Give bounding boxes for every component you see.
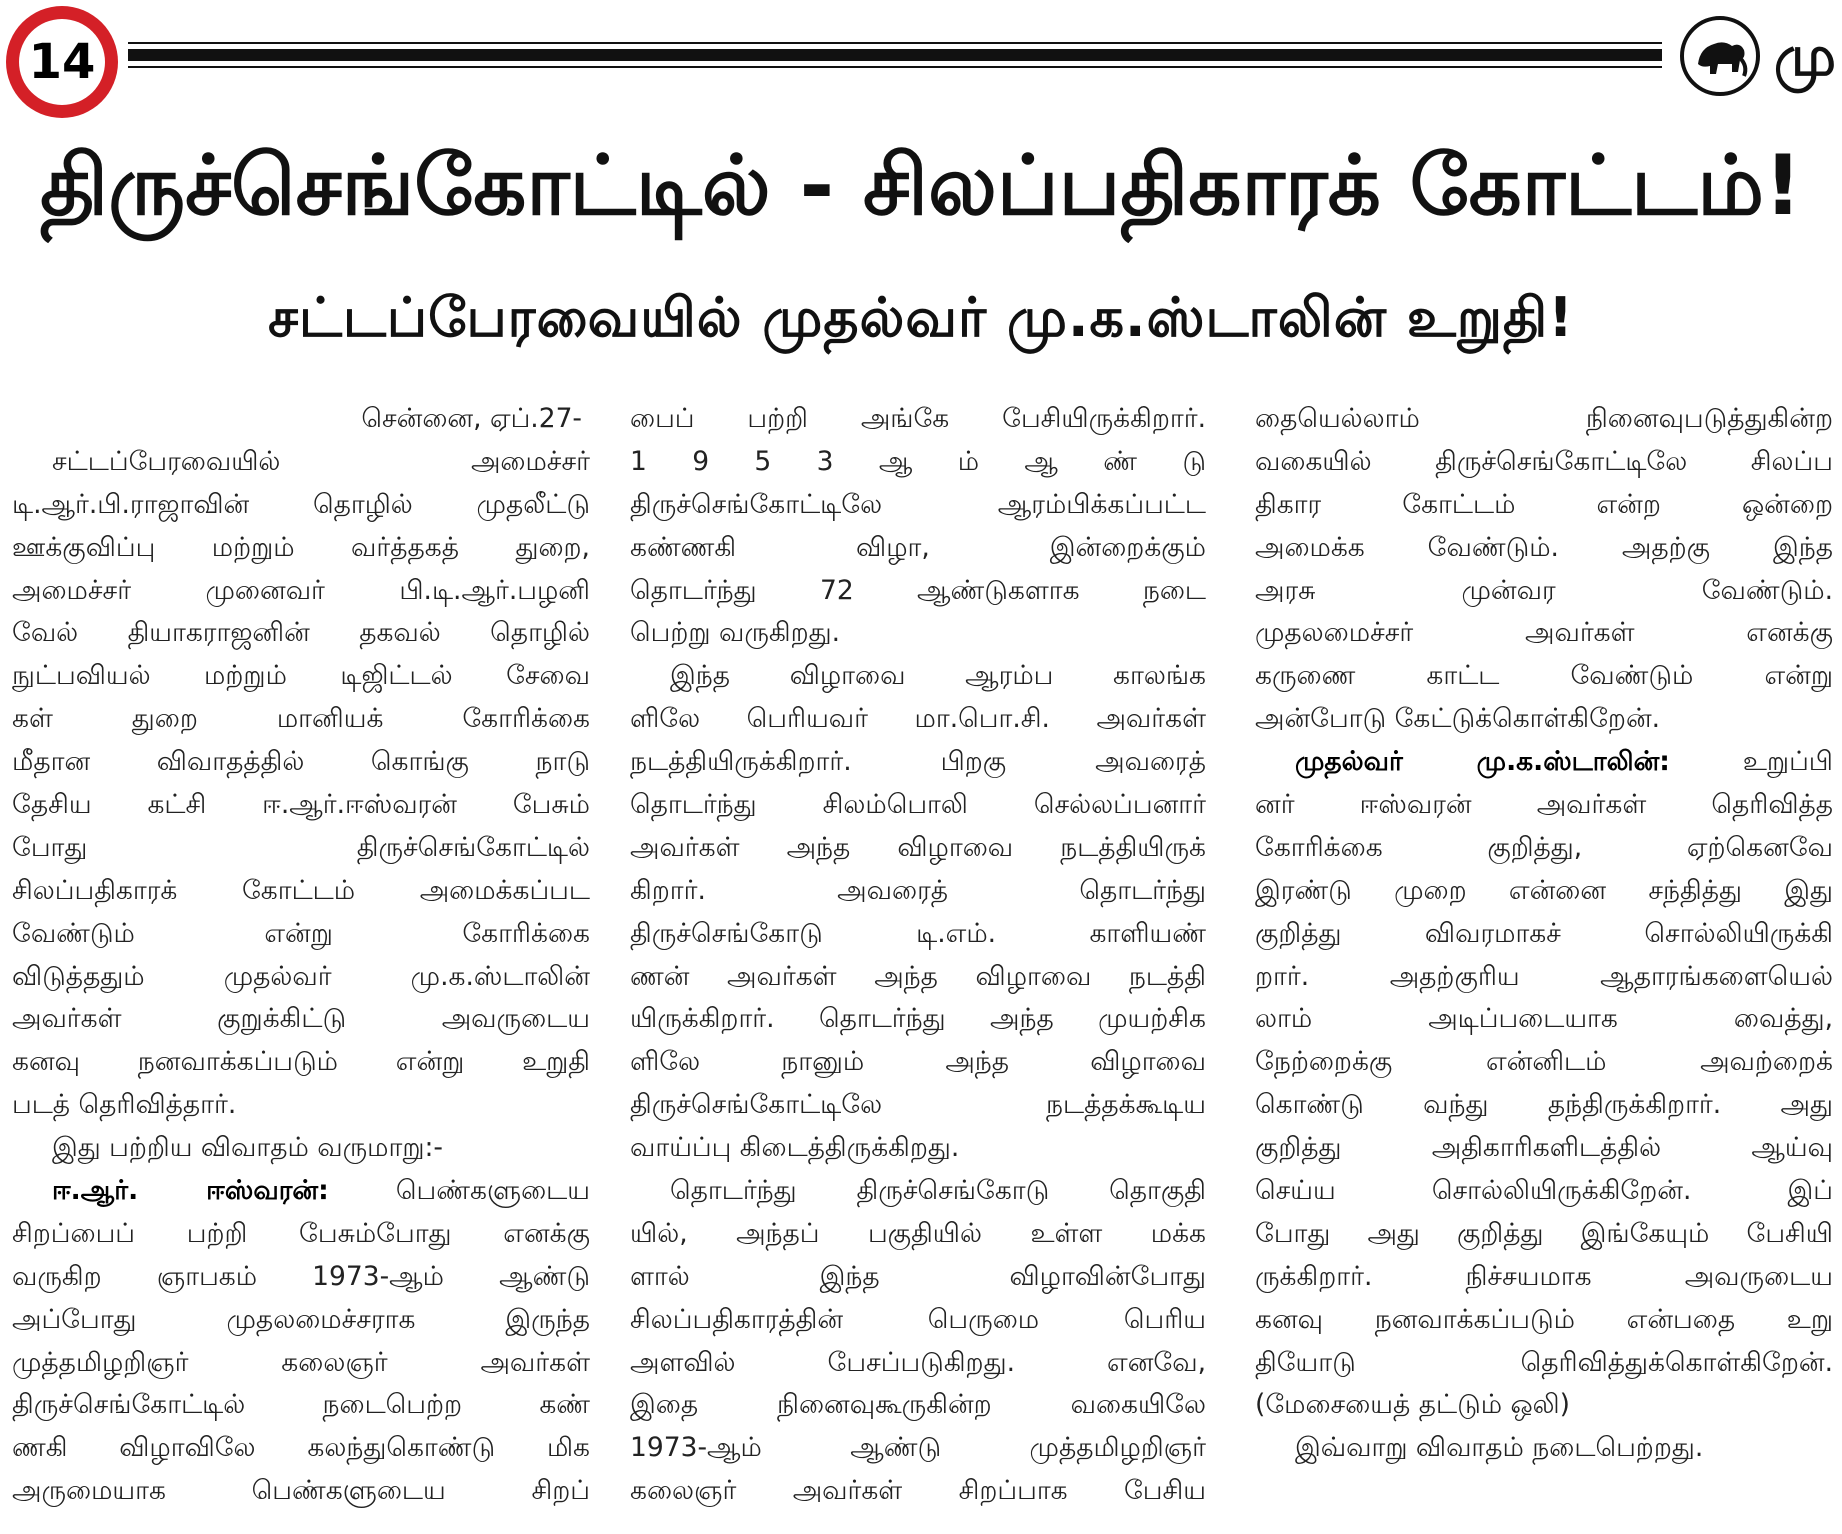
masthead-title-fragment: மு	[1773, 24, 1836, 89]
text-line: தொடர்ந்து சிலம்பொலி செல்லப்பனார்	[630, 789, 1206, 821]
text-line: வேண்டும் என்று கோரிக்கை	[12, 917, 590, 949]
text-line: குறித்து விவரமாகச் சொல்லியிருக்கி	[1255, 917, 1833, 949]
text-line: கனவு நனவாக்கப்படும் என்பதை உறு	[1255, 1303, 1833, 1335]
text-line: வகையில் திருச்செங்கோட்டிலே சிலப்ப	[1255, 445, 1833, 477]
article-column-1	[12, 398, 590, 1513]
text-line: திருச்செங்கோட்டிலே ஆரம்பிக்கப்பட்ட	[630, 488, 1206, 520]
text-line: பைப் பற்றி அங்கே பேசியிருக்கிறார்.	[630, 403, 1206, 434]
text-line: நேற்றைக்கு என்னிடம் அவற்றைக்	[1255, 1046, 1833, 1078]
text-line: பெற்று வருகிறது.	[630, 617, 841, 649]
text-line: கலைஞர் அவர்கள் சிறப்பாக பேசிய	[630, 1475, 1206, 1507]
text-line: 1 9 5 3 ஆ ம் ஆ ண் டு	[630, 445, 1206, 477]
text-line: கனவு நனவாக்கப்படும் என்று உறுதி	[12, 1046, 590, 1078]
text-line: தொடர்ந்து 72 ஆண்டுகளாக நடை	[630, 574, 1206, 606]
text-line: தேசிய கட்சி ஈ.ஆர்.ஈஸ்வரன் பேசும்	[12, 789, 590, 821]
text-line: சட்டப்பேரவையில் அமைச்சர்	[52, 445, 590, 477]
text-line: வேல் தியாகராஜனின் தகவல் தொழில்	[12, 617, 590, 649]
text-line: இதை நினைவுகூருகின்ற வகையிலே	[630, 1389, 1206, 1421]
page-number: 14	[19, 19, 105, 105]
text-line: கோரிக்கை குறித்து, ஏற்கெனவே	[1255, 831, 1833, 863]
speaker-label: ஈ.ஆர். ஈஸ்வரன்:	[52, 1175, 329, 1207]
text-line: ருக்கிறார். நிச்சயமாக அவருடைய	[1255, 1260, 1833, 1292]
text-line: திகார கோட்டம் என்ற ஒன்றை	[1255, 488, 1833, 520]
text-line: நுட்பவியல் மற்றும் டிஜிட்டல் சேவை	[12, 660, 590, 692]
text-line: லாம் அடிப்படையாக வைத்து,	[1255, 1003, 1833, 1035]
text-line: தொடர்ந்து திருச்செங்கோடு தொகுதி	[670, 1175, 1206, 1207]
dateline: சென்னை, ஏப்.27-	[361, 403, 582, 434]
text-line: திருச்செங்கோட்டில் நடைபெற்ற கண்	[12, 1389, 590, 1421]
text-line: சிலப்பதிகாரத்தின் பெருமை பெரிய	[630, 1303, 1206, 1335]
text-line: சிலப்பதிகாரக் கோட்டம் அமைக்கப்பட	[12, 874, 590, 906]
text-line: முத்தமிழறிஞர் கலைஞர் அவர்கள்	[12, 1346, 590, 1378]
text-line: செய்ய சொல்லியிருக்கிறேன். இப்	[1255, 1175, 1833, 1207]
text-line: அவர்கள் அந்த விழாவை நடத்தியிருக்	[630, 831, 1206, 863]
text-line: இவ்வாறு விவாதம் நடைபெற்றது.	[1295, 1432, 1704, 1464]
text-line: கிறார். அவரைத் தொடர்ந்து	[630, 874, 1206, 906]
text-line: இந்த விழாவை ஆரம்ப காலங்க	[670, 660, 1206, 692]
headline: திருச்செங்கோட்டில் - சிலப்பதிகாரக் கோட்டம்!	[40, 137, 1802, 234]
page-number-badge	[6, 6, 118, 118]
text-line: யிருக்கிறார். தொடர்ந்து அந்த முயற்சிக	[630, 1003, 1206, 1035]
text-line: கருணை காட்ட வேண்டும் என்று	[1255, 660, 1833, 692]
text-line: ளிலே பெரியவர் மா.பொ.சி. அவர்கள்	[630, 703, 1206, 735]
masthead-rule	[128, 42, 1662, 70]
text-line: சிறப்பைப் பற்றி பேசும்போது எனக்கு	[12, 1217, 590, 1249]
text-line: ணகி விழாவிலே கலந்துகொண்டு மிக	[12, 1432, 590, 1464]
speaker-label: முதல்வர் மு.க.ஸ்டாலின்:	[1295, 746, 1670, 778]
text-line: றார். அதற்குரிய ஆதாரங்களையெல்	[1255, 960, 1833, 992]
text-line: ஊக்குவிப்பு மற்றும் வர்த்தகத் துறை,	[12, 531, 590, 563]
text-line: ளால் இந்த விழாவின்போது	[630, 1260, 1206, 1292]
text-line: தியோடு தெரிவித்துக்கொள்கிறேன்.	[1255, 1346, 1833, 1378]
text-fragment: பெண்களுடைய	[395, 1175, 590, 1207]
text-fragment: உறுப்பி	[1742, 746, 1833, 778]
text-line: படத் தெரிவித்தார்.	[12, 1089, 237, 1121]
text-line: (மேசையைத் தட்டும் ஒலி)	[1255, 1389, 1570, 1421]
text-line: தையெல்லாம் நினைவுபடுத்துகின்ற	[1255, 403, 1833, 434]
text-line: னர் ஈஸ்வரன் அவர்கள் தெரிவித்த	[1255, 789, 1833, 821]
text-line: முதலமைச்சர் அவர்கள் எனக்கு	[1255, 617, 1833, 649]
article-column-2	[630, 398, 1206, 1513]
article-column-3	[1255, 398, 1833, 1470]
text-line: கண்ணகி விழா, இன்றைக்கும்	[630, 531, 1206, 563]
text-line	[1255, 741, 1833, 784]
text-line: திருச்செங்கோடு டி.எம். காளியண்	[630, 917, 1206, 949]
text-line: குறித்து அதிகாரிகளிடத்தில் ஆய்வு	[1255, 1132, 1833, 1164]
text-line: ளிலே நானும் அந்த விழாவை	[630, 1046, 1206, 1078]
text-line: அளவில் பேசப்படுகிறது. எனவே,	[630, 1346, 1206, 1378]
text-line: அன்போடு கேட்டுக்கொள்கிறேன்.	[1255, 703, 1661, 735]
text-line: யில், அந்தப் பகுதியில் உள்ள மக்க	[630, 1217, 1206, 1249]
text-line: டி.ஆர்.பி.ராஜாவின் தொழில் முதலீட்டு	[12, 488, 590, 520]
text-line: அமைக்க வேண்டும். அதற்கு இந்த	[1255, 531, 1833, 563]
text-line: திருச்செங்கோட்டிலே நடத்தக்கூடிய	[630, 1089, 1206, 1121]
text-line: அருமையாக பெண்களுடைய சிறப்	[12, 1475, 590, 1507]
text-line: வருகிற ஞாபகம் 1973-ஆம் ஆண்டு	[12, 1260, 590, 1292]
text-line: போது திருச்செங்கோட்டில்	[12, 831, 590, 863]
text-line: 1973-ஆம் ஆண்டு முத்தமிழறிஞர்	[630, 1432, 1206, 1464]
text-line: மீதான விவாதத்தில் கொங்கு நாடு	[12, 746, 590, 778]
text-line: அப்போது முதலமைச்சராக இருந்த	[12, 1303, 590, 1335]
text-line: இரண்டு முறை என்னை சந்தித்து இது	[1255, 874, 1833, 906]
text-line: வாய்ப்பு கிடைத்திருக்கிறது.	[630, 1132, 960, 1164]
text-line: விடுத்ததும் முதல்வர் மு.க.ஸ்டாலின்	[12, 960, 590, 992]
text-line: அவர்கள் குறுக்கிட்டு அவருடைய	[12, 1003, 590, 1035]
text-line: இது பற்றிய விவாதம் வருமாறு:-	[52, 1132, 443, 1164]
text-line: போது அது குறித்து இங்கேயும் பேசியி	[1255, 1217, 1833, 1249]
subheadline: சட்டப்பேரவையில் முதல்வர் மு.க.ஸ்டாலின் உறுதி!	[268, 286, 1574, 349]
text-line: ணன் அவர்கள் அந்த விழாவை நடத்தி	[630, 960, 1206, 992]
text-line	[12, 1170, 590, 1213]
text-line: நடத்தியிருக்கிறார். பிறகு அவரைத்	[630, 746, 1206, 778]
text-line: அரசு முன்வர வேண்டும்.	[1255, 574, 1833, 606]
text-line: கொண்டு வந்து தந்திருக்கிறார். அது	[1255, 1089, 1833, 1121]
text-line: கள் துறை மானியக் கோரிக்கை	[12, 703, 590, 735]
text-line: அமைச்சர் முனைவர் பி.டி.ஆர்.பழனி	[12, 574, 590, 606]
elephant-emblem-icon	[1680, 16, 1760, 96]
